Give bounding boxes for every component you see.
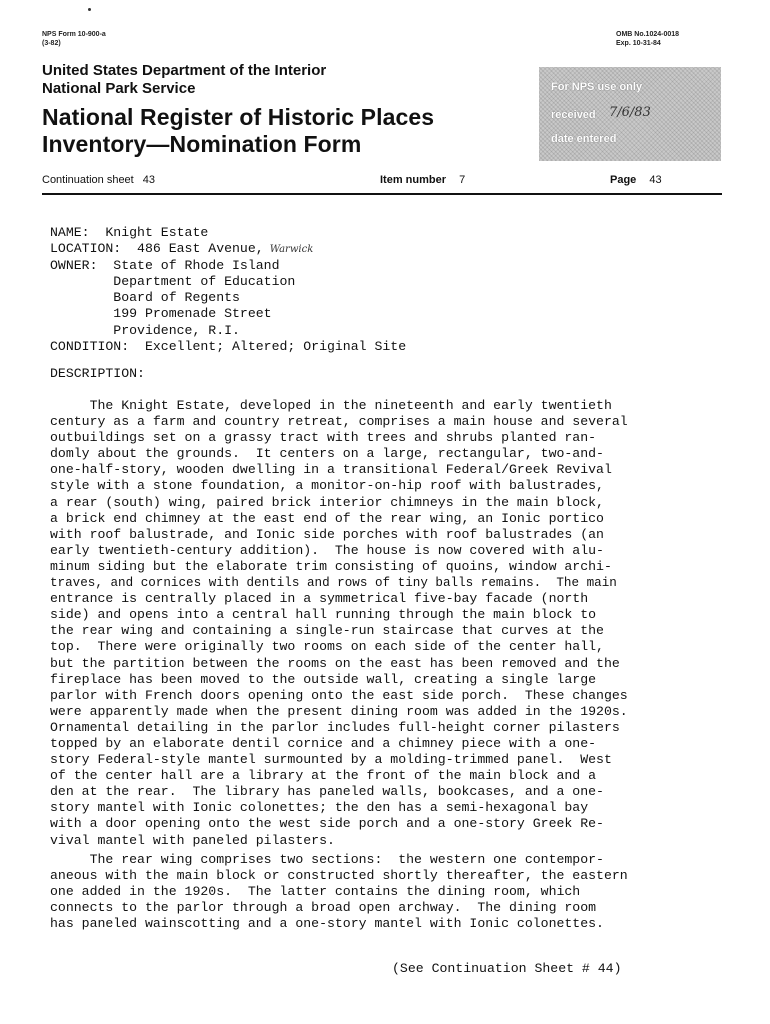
owner-line-1: OWNER: State of Rhode Island: [50, 258, 280, 274]
record-block: [50, 225, 406, 355]
paragraph-line: a brick end chimney at the east end of the rear wing, an Ionic portico: [50, 510, 604, 526]
paragraph-line: connects to the parlor through a broad open archway. The dining room: [50, 900, 597, 916]
expiration-date: Exp. 10-31-84: [616, 40, 661, 47]
department-name: United States Department of the Interior: [42, 62, 327, 79]
continuation-footer-note: (See Continuation Sheet # 44): [392, 961, 622, 976]
item-number-field: [380, 174, 465, 186]
paragraph-line: aneous with the main block or constructed shortly thereafter, the eastern: [50, 868, 628, 884]
owner-line-5: Providence, R.I.: [50, 322, 240, 338]
paragraph-line: century as a farm and country retreat, comprises a main house and several: [50, 414, 628, 430]
page-value: 43: [649, 174, 662, 186]
paragraph-line: story Federal-style mantel surmounted by a molding-trimmed panel. West: [50, 752, 612, 768]
service-name: National Park Service: [42, 80, 196, 97]
paragraph-line: minum siding but the elaborate trim consisting of quoins, window archi-: [50, 558, 612, 574]
paragraph-line: The rear wing comprises two sections: the western one contempor-: [50, 852, 604, 867]
paragraph-line: den at the rear. The library has paneled walls, bookcases, and a one-: [50, 784, 604, 800]
description-heading: DESCRIPTION:: [50, 366, 145, 381]
owner-line-4: 199 Promenade Street: [50, 306, 272, 322]
paragraph-line: entrance is centrally placed in a symmetrical five-bay facade (north: [50, 591, 589, 607]
paragraph-line: with a door opening onto the west side porch and a one-story Greek Re-: [50, 816, 604, 832]
received-label: received: [551, 109, 596, 121]
paragraph-line: outbuildings set on a grassy tract with trees and shrubs planted ran-: [50, 430, 597, 446]
item-number-value: 7: [459, 174, 466, 186]
location-line: [50, 241, 406, 258]
punch-dot: [88, 8, 91, 11]
paragraph-line: side) and opens into a central hall running through the main block to: [50, 607, 597, 623]
nps-use-only-heading: For NPS use only: [551, 81, 643, 93]
description-paragraph-2: [50, 852, 628, 932]
continuation-sheet-label: Continuation sheet: [42, 174, 134, 186]
continuation-sheet-field: [42, 174, 155, 186]
location-text: LOCATION: 486 East Avenue,: [50, 241, 264, 257]
paragraph-line: one added in the 1920s. The latter contains the dining room, which: [50, 884, 581, 900]
paragraph-line: one-half-story, wooden dwelling in a transitional Federal/Greek Revival: [50, 462, 612, 478]
omb-number: OMB No.1024-0018: [616, 31, 680, 38]
page-field: [610, 174, 662, 186]
paragraph-line: the rear wing and containing a single-run staircase that curves at the: [50, 623, 604, 639]
description-paragraph-1: [50, 398, 628, 849]
paragraph-line: a rear (south) wing, paired brick interior chimneys in the main block,: [50, 494, 604, 510]
owner-line-2: Department of Education: [50, 274, 296, 290]
paragraph-line: early twentieth-century addition). The house is now covered with alu-: [50, 542, 604, 558]
form-number: NPS Form 10-900-a: [42, 31, 106, 38]
paragraph-line: story mantel with Ionic colonettes; the den has a semi-hexagonal bay: [50, 800, 589, 816]
form-title-line1: National Register of Historic Places: [42, 104, 435, 130]
paragraph-line: vival mantel with paneled pilasters.: [50, 832, 335, 848]
paragraph-line: style with a stone foundation, a monitor-on-hip roof with balustrades,: [50, 478, 604, 494]
received-date-handwritten: 7/6/83: [609, 105, 651, 120]
paragraph-line: fireplace has been moved to the outside wall, creating a single large: [50, 671, 597, 687]
paragraph-line: with roof balustrade, and Ionic side porches with roof balustrades (an: [50, 526, 604, 542]
page-label: Page: [610, 174, 637, 186]
paragraph-line: parlor with French doors opening onto the east side porch. These changes: [50, 687, 628, 703]
paragraph-line: but the partition between the rooms on the east has been removed and the: [50, 655, 620, 671]
date-entered-label: date entered: [551, 133, 617, 145]
item-number-label: Item number: [380, 174, 447, 186]
paragraph-line: of the center hall are a library at the front of the main block and a: [50, 768, 597, 784]
nps-use-only-box: [539, 67, 721, 161]
header-rule: [42, 193, 722, 195]
location-handwritten-note: Warwick: [269, 244, 314, 256]
paragraph-line: Ornamental detailing in the parlor includes full-height corner pilasters: [50, 719, 620, 735]
condition-line: CONDITION: Excellent; Altered; Original Site: [50, 338, 407, 354]
paragraph-line: The Knight Estate, developed in the nineteenth and early twentieth: [50, 398, 612, 413]
name-line: NAME: Knight Estate: [50, 225, 209, 240]
paragraph-line: has paneled wainscotting and a one-story mantel with Ionic colonettes.: [50, 916, 604, 932]
owner-line-3: Board of Regents: [50, 290, 240, 306]
paragraph-line: topped by an elaborate dentil cornice and a chimney piece with a one-: [50, 735, 597, 751]
form-date: (3-82): [42, 40, 61, 47]
continuation-sheet-value: 43: [142, 174, 156, 186]
paragraph-line: top. There were originally two rooms on each side of the center hall,: [50, 639, 604, 655]
paragraph-line: were apparently made when the present dining room was added in the 1920s.: [50, 703, 628, 719]
paragraph-line: domly about the grounds. It centers on a large, rectangular, two-and-: [50, 446, 604, 462]
paragraph-line: traves, and cornices with dentils and rows of tiny balls remains. The main: [50, 576, 617, 591]
form-title-line2: Inventory—Nomination Form: [42, 131, 362, 157]
